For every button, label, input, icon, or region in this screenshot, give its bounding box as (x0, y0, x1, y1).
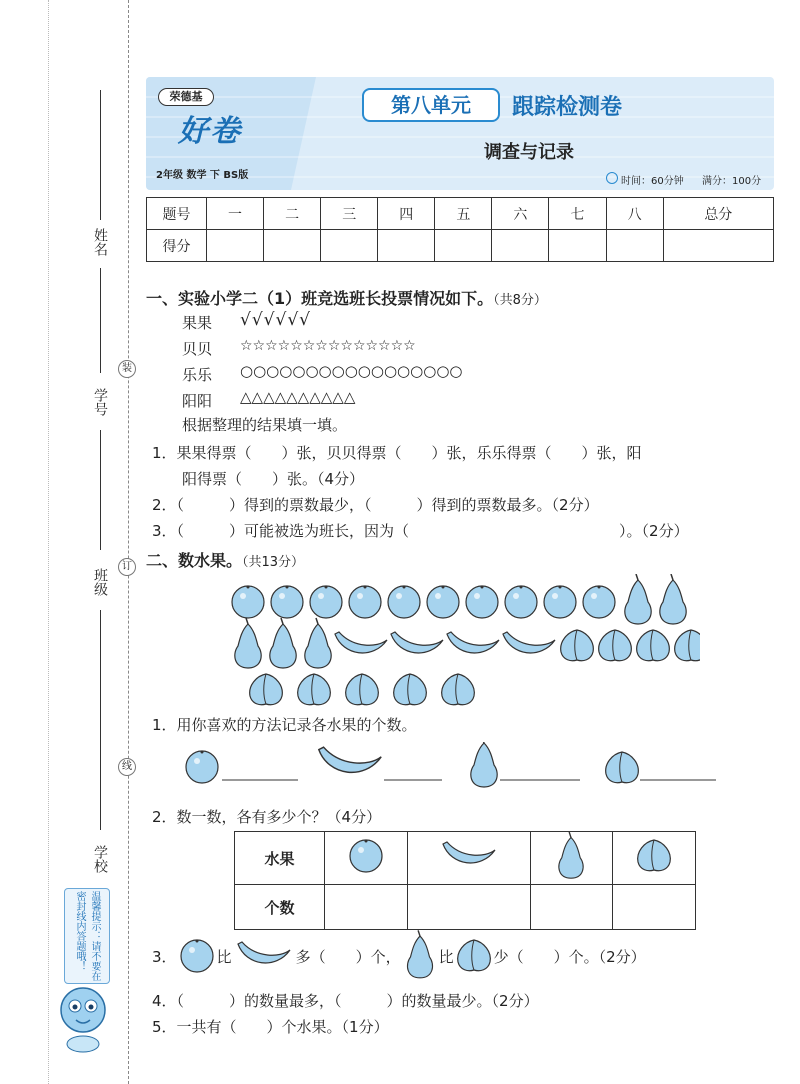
orange-icon (427, 586, 459, 619)
question-1-line-1: 1．果果得票（ ）张，贝贝得票（ ）张，乐乐得票（ ）张，阳 (152, 444, 642, 462)
table-cell: 题号 (147, 198, 207, 230)
orange-icon (271, 586, 303, 619)
table-cell: 三 (321, 198, 378, 230)
section2-question-4: 4．（ ）的数量最多，（ ）的数量最少。（2分） (152, 992, 539, 1010)
seal-mark-1: 装 (118, 360, 136, 378)
orange-icon (346, 836, 386, 876)
table-cell: 二 (264, 198, 321, 230)
section2-question-2: 2．数一数，各有多少个？（4分） (152, 808, 382, 826)
section2-question-5: 5．一共有（ ）个水果。（1分） (152, 1018, 389, 1036)
score-input-cell[interactable] (549, 230, 606, 262)
banana-icon (447, 632, 499, 653)
score-input-cell[interactable] (264, 230, 321, 262)
pear-cell (530, 832, 613, 885)
reminder-box (64, 888, 110, 984)
section2-heading (146, 548, 304, 571)
orange-icon (177, 936, 217, 976)
seal-mark-2: 订 (118, 558, 136, 576)
pear-icon (471, 742, 497, 787)
count-row (235, 885, 696, 930)
name-line (100, 90, 101, 220)
section2-question-3 (152, 930, 646, 982)
banana-icon (503, 632, 555, 653)
q3-less-text: 少（ ）个。（2分） (493, 947, 646, 966)
peach-icon (454, 936, 494, 976)
tally-name-3: 乐乐 (182, 366, 213, 384)
banana-icon (439, 836, 499, 876)
peach-icon (637, 630, 670, 661)
score-value-row (147, 230, 774, 262)
class-line (100, 610, 101, 830)
full-score: 满分：100分 (702, 176, 762, 187)
pear-icon (270, 618, 296, 668)
orange-icon (310, 586, 342, 619)
mascot-icon (48, 976, 118, 1056)
section1-points: （共8分） (493, 293, 547, 308)
id-line (100, 430, 101, 550)
peach-icon (634, 836, 674, 876)
peach-icon (675, 630, 700, 661)
orange-icon (232, 586, 264, 619)
peach-icon (250, 674, 283, 705)
count-header-cell: 个数 (235, 885, 325, 930)
orange-cell (325, 832, 408, 885)
orange-icon (186, 751, 218, 784)
peach-icon (394, 674, 427, 705)
banana-icon (391, 632, 443, 653)
table-cell: 五 (435, 198, 492, 230)
count-input-cell[interactable] (407, 885, 530, 930)
pear-icon (625, 574, 651, 624)
exam-subtitle: 调查与记录 (484, 142, 574, 163)
question-1-line-2: 阳得票（ ）张。（4分） (182, 470, 365, 488)
peach-icon (561, 630, 594, 661)
banana-cell (407, 832, 530, 885)
section2-points: （共13分） (242, 555, 305, 570)
id-label: 学号 (92, 388, 108, 416)
table-cell: 六 (492, 198, 549, 230)
orange-icon (349, 586, 381, 619)
binding-dashed-line (128, 0, 129, 1084)
peach-icon (606, 752, 639, 783)
orange-icon (544, 586, 576, 619)
section2-question-1: 1．用你喜欢的方法记录各水果的个数。 (152, 716, 417, 734)
question-2: 2．（ ）得到的票数最少，（ ）得到的票数最多。（2分） (152, 496, 599, 514)
pear-icon (305, 618, 331, 668)
class-label: 班级 (92, 568, 108, 596)
question-3: 3．（ ）可能被选为班长，因为（ ）。（2分） (152, 522, 689, 540)
orange-icon (583, 586, 615, 619)
score-input-cell[interactable] (492, 230, 549, 262)
tally-marks-4: △△△△△△△△△△ (240, 388, 356, 406)
fruit-grid (230, 574, 700, 710)
fruit-row (235, 832, 696, 885)
exam-title: 跟踪检测卷 (512, 94, 623, 120)
section1-title: 一、实验小学二（1）班竞选班长投票情况如下。 (146, 289, 494, 308)
outer-dotted-line (48, 0, 49, 1084)
clock-icon (606, 172, 618, 184)
peach-icon (298, 674, 331, 705)
fruit-count-table (234, 831, 696, 930)
score-input-cell[interactable] (378, 230, 435, 262)
tally-name-4: 阳阳 (182, 392, 213, 410)
peach-cell (613, 832, 696, 885)
pear-icon (235, 618, 261, 668)
q3-compare-word: 比 (216, 947, 232, 966)
table-cell: 四 (378, 198, 435, 230)
score-input-cell[interactable] (321, 230, 378, 262)
section1-heading (146, 286, 547, 309)
tally-marks-1: √√√√√√ (240, 310, 311, 330)
peach-icon (346, 674, 379, 705)
pear-icon (551, 832, 591, 880)
table-cell: 总分 (663, 198, 773, 230)
table-cell: 得分 (147, 230, 207, 262)
fruit-header-cell: 水果 (235, 832, 325, 885)
table-cell: 一 (207, 198, 264, 230)
name-label: 姓名 (92, 228, 108, 256)
score-header-row (147, 198, 774, 230)
pear-icon (660, 574, 686, 624)
table-cell: 八 (606, 198, 663, 230)
score-input-cell[interactable] (435, 230, 492, 262)
school-label: 学校 (92, 845, 108, 873)
score-input-cell[interactable] (606, 230, 663, 262)
grade-info: 2年级 数学 下 BS版 (156, 170, 249, 181)
banana-icon (335, 632, 387, 653)
q3-more-text: 多（ ）个， (295, 947, 401, 966)
score-table (146, 197, 774, 262)
record-row (180, 742, 720, 792)
q3-compare-word-2: 比 (438, 947, 454, 966)
score-input-cell[interactable] (663, 230, 773, 262)
count-input-cell[interactable] (613, 885, 696, 930)
orange-icon (388, 586, 420, 619)
banana-icon (232, 936, 296, 976)
score-input-cell[interactable] (207, 230, 264, 262)
orange-icon (505, 586, 537, 619)
seal-mark-3: 线 (118, 758, 136, 776)
q3-number: 3． (152, 947, 177, 966)
unit-tag: 第八单元 (362, 88, 500, 122)
instruction: 根据整理的结果填一填。 (182, 416, 348, 434)
count-input-cell[interactable] (530, 885, 613, 930)
pear-icon (401, 930, 439, 982)
tally-marks-2: ☆☆☆☆☆☆☆☆☆☆☆☆☆☆ (240, 338, 416, 354)
peach-icon (599, 630, 632, 661)
name-line-2 (100, 268, 101, 373)
banana-icon (319, 747, 381, 772)
tally-marks-3: ○○○○○○○○○○○○○○○○○ (240, 362, 463, 380)
section2-title: 二、数水果。 (146, 551, 243, 570)
orange-icon (466, 586, 498, 619)
tally-name-2: 贝贝 (182, 340, 213, 358)
table-cell: 七 (549, 198, 606, 230)
exam-time: 时间：60分钟 (621, 176, 684, 187)
tally-name-1: 果果 (182, 314, 213, 332)
logo-text: 好卷 (178, 114, 242, 149)
count-input-cell[interactable] (325, 885, 408, 930)
reminder-text: 温馨提示：请不要在密封线内答题哦！ (74, 891, 100, 981)
brand-badge: 荣德基 (158, 88, 214, 106)
peach-icon (442, 674, 475, 705)
